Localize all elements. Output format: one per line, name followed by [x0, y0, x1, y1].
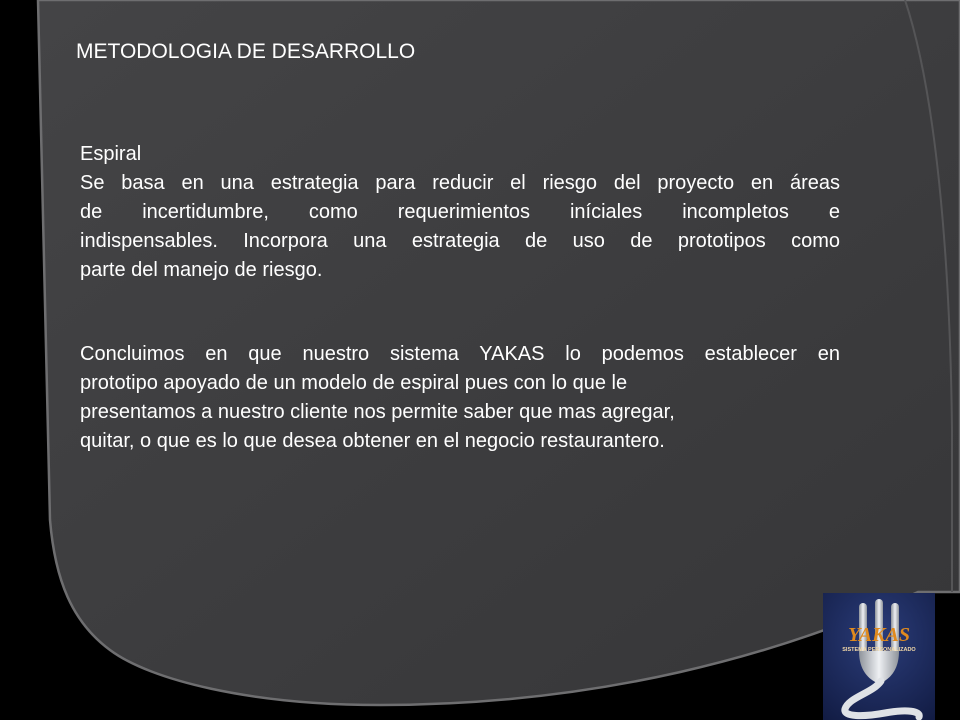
paragraph-line: indispensables. Incorpora una estrategia de uso de prototipos como: [80, 230, 840, 252]
svg-text:SISTEMA PERSONALIZADO: SISTEMA PERSONALIZADO: [842, 647, 916, 653]
yakas-logo-image: [823, 593, 935, 720]
espiral-section: [80, 140, 840, 285]
paragraph-line: quitar, o que es lo que desea obtener en el negocio restaurantero.: [80, 430, 665, 452]
fork-logo-icon: [823, 593, 935, 720]
section-heading: Espiral: [80, 143, 142, 165]
conclusion-section: [80, 340, 840, 456]
paragraph-line: parte del manejo de riesgo.: [80, 259, 323, 281]
paragraph-line: de incertidumbre, como requerimientos iníciales incompletos e: [80, 201, 840, 223]
paragraph-line: presentamos a nuestro cliente nos permite saber que mas agregar,: [80, 401, 675, 423]
slide-title: METODOLOGIA DE DESARROLLO: [76, 40, 416, 63]
svg-text:YAKAS: YAKAS: [848, 624, 910, 646]
paragraph-line: Concluimos en que nuestro sistema YAKAS lo podemos establecer en: [80, 343, 840, 365]
paragraph-line: prototipo apoyado de un modelo de espiral pues con lo que le: [80, 372, 628, 394]
paragraph-line: Se basa en una estrategia para reducir el riesgo del proyecto en áreas: [80, 172, 840, 194]
